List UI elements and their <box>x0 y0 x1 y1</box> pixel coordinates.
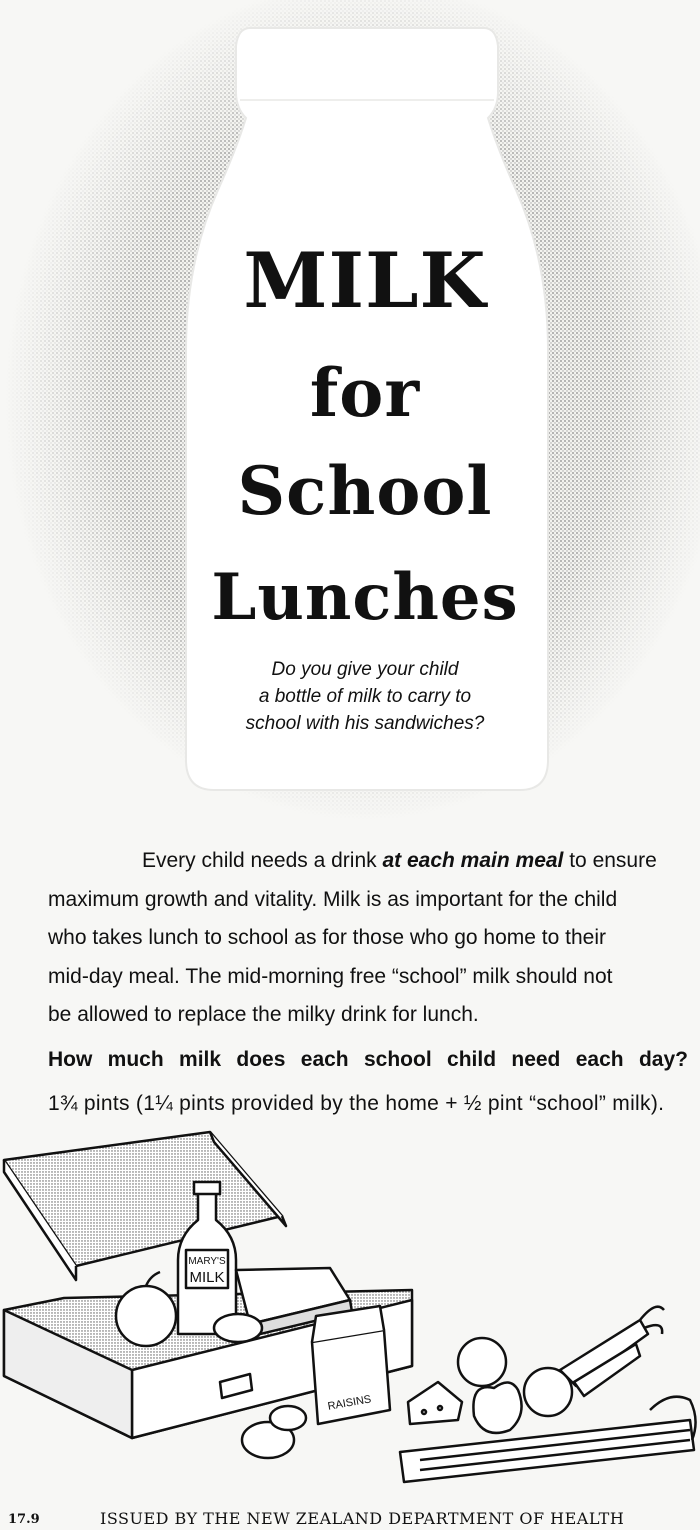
body-emphasis: at each main meal <box>382 849 564 872</box>
headline-school: School <box>237 452 493 530</box>
lunchbox-lid <box>4 1132 282 1266</box>
body-paragraph <box>48 842 688 1035</box>
body-line-1-start: Every child needs a drink <box>142 849 383 872</box>
bottle-label-milk: MILK <box>189 1269 225 1286</box>
how-much-word: need <box>511 1048 561 1071</box>
how-much-word: child <box>447 1048 497 1071</box>
body-line-2: maximum growth and vitality. Milk is as important for the child <box>48 887 618 911</box>
how-much-word: much <box>107 1048 164 1071</box>
how-much-word: milk <box>179 1048 222 1071</box>
raisins-label: RAISINS <box>326 1393 373 1413</box>
pints-answer: 1¾ pints (1¼ pints provided by the home + ½ pint “school” milk). <box>48 1092 665 1115</box>
how-much-word: does <box>236 1048 286 1071</box>
body-line-1 <box>48 842 688 881</box>
question-line-2: a bottle of milk to carry to <box>258 686 472 707</box>
body-line-3: who takes lunch to school as for those who go home to their <box>48 926 606 949</box>
question-line-1: Do you give your child <box>271 659 459 680</box>
headline-milk: MILK <box>243 236 487 325</box>
footer-issued-by: ISSUED BY THE NEW ZEALAND DEPARTMENT OF HEALTH <box>100 1509 625 1528</box>
cheese-icon <box>408 1382 462 1424</box>
how-much-word: school <box>363 1048 432 1071</box>
how-much-word: day? <box>638 1048 688 1071</box>
headline-for: for <box>309 354 421 432</box>
body-line-4: mid-day meal. The mid-morning free “school” milk should not <box>48 964 613 988</box>
body-line-1-end: to ensure <box>563 849 657 872</box>
apple-icon <box>116 1286 176 1346</box>
how-much-word: each <box>300 1048 349 1071</box>
cake-icon <box>214 1314 262 1342</box>
how-much-heading <box>48 1048 688 1072</box>
question-line-3: school with his sandwiches? <box>245 713 485 734</box>
celery-icon <box>400 1420 694 1482</box>
body-line-5: be allowed to replace the milky drink for lunch. <box>48 1003 479 1026</box>
headline-lunches: Lunches <box>211 560 519 635</box>
how-much-word: each <box>575 1048 624 1071</box>
how-much-word: How <box>48 1048 93 1071</box>
apple-2-icon <box>458 1338 506 1386</box>
raisins-box-icon <box>312 1330 390 1424</box>
bottle-label-marys: MARY'S <box>188 1256 226 1267</box>
lunchbox-illustration <box>0 1120 700 1500</box>
pear-icon <box>473 1382 521 1432</box>
footer-code: 17.9 <box>8 1512 40 1527</box>
